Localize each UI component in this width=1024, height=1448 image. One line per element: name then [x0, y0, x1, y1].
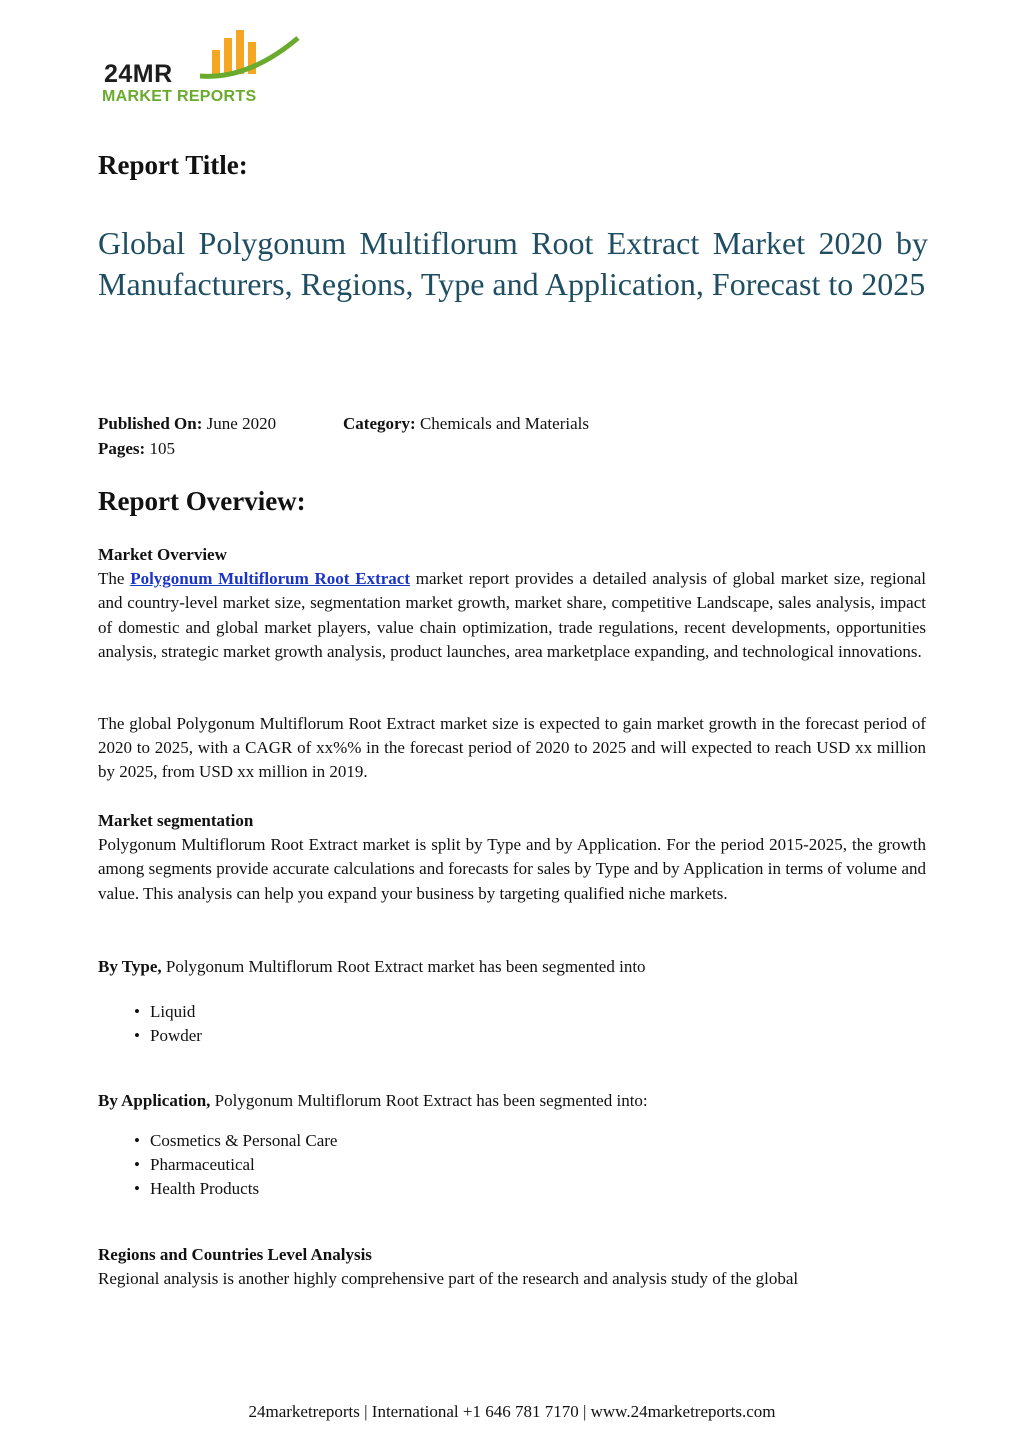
pages — [98, 439, 175, 459]
logo-text: 24MR — [104, 60, 173, 88]
market-size-paragraph: The global Polygonum Multiflorum Root Extract market size is expected to gain market growth in the forecast period of 2020 to 2025, with a CAGR of xx%% in the forecast period of 2020 to 2025 and will expected to reach USD xx million by 2025, from USD xx million in 2019. — [98, 714, 926, 782]
product-link[interactable]: Polygonum Multiflorum Root Extract — [130, 569, 410, 589]
category — [343, 414, 589, 434]
logo-subtext: MARKET REPORTS — [102, 88, 257, 105]
category-value: Chemicals and Materials — [419, 414, 589, 433]
pages-value: 105 — [149, 439, 175, 458]
report-title: Global Polygonum Multiflorum Root Extract Market 2020 by Manufacturers, Regions, Type and Application, Forecast to 2025 — [98, 225, 928, 302]
market-size-paragraph-block — [98, 712, 926, 785]
pages-label: Pages: — [98, 439, 146, 458]
overview-text-post: market report provides a detailed analysis of global market size, regional and country-level market size, segmentation market growth, market share, competitive Landscape, sales analysis, impact of domestic and global market players, value chain optimization, trade regulations, recent developments, opportunities analysis, strategic market growth analysis, product launches, area marketplace expanding, and technological innovations. — [98, 569, 926, 661]
page-footer: 24marketreports | International +1 646 781 7170 | www.24marketreports.com — [248, 1402, 776, 1421]
company-logo — [102, 28, 312, 110]
regions-paragraph: Regional analysis is another highly comprehensive part of the research and analysis study of the global — [98, 1269, 799, 1289]
market-segmentation-section — [98, 809, 926, 906]
by-type-label: By Type, — [98, 957, 162, 976]
published-label: Published On: — [98, 414, 203, 433]
report-overview-label: Report Overview: — [98, 486, 306, 516]
published-value: June 2020 — [206, 414, 277, 433]
type-list — [134, 1000, 202, 1048]
by-application-label: By Application, — [98, 1091, 211, 1110]
market-segmentation-heading: Market segmentation — [98, 811, 254, 830]
by-application-line — [98, 1089, 926, 1113]
category-label: Category: — [343, 414, 416, 433]
report-title-label: Report Title: — [98, 150, 248, 180]
by-application-text: Polygonum Multiflorum Root Extract has been segmented into: — [210, 1091, 648, 1110]
list-item: • Powder — [134, 1024, 202, 1048]
regions-section — [98, 1243, 926, 1291]
published-on — [98, 414, 276, 434]
by-type-text: Polygonum Multiflorum Root Extract market has been segmented into — [161, 957, 646, 976]
overview-text-pre: The — [98, 569, 131, 589]
list-item: • Pharmaceutical — [134, 1153, 337, 1177]
market-segmentation-paragraph: Polygonum Multiflorum Root Extract market is split by Type and by Application. For the period 2015-2025, the growth among segments provide accurate calculations and forecasts for sales by Type and by Application in terms of volume and value. This analysis can help you expand your business by targeting qualified niche markets. — [98, 835, 926, 903]
market-overview-paragraph — [98, 567, 926, 664]
logo-bars-icon — [198, 28, 308, 84]
list-item: • Liquid — [134, 1000, 202, 1024]
list-item: • Cosmetics & Personal Care — [134, 1129, 337, 1153]
list-item: • Health Products — [134, 1177, 337, 1201]
market-overview-heading: Market Overview — [98, 545, 227, 564]
by-type-line — [98, 955, 926, 979]
market-overview-section — [98, 543, 926, 664]
application-list — [134, 1129, 337, 1202]
regions-heading: Regions and Countries Level Analysis — [98, 1245, 372, 1264]
